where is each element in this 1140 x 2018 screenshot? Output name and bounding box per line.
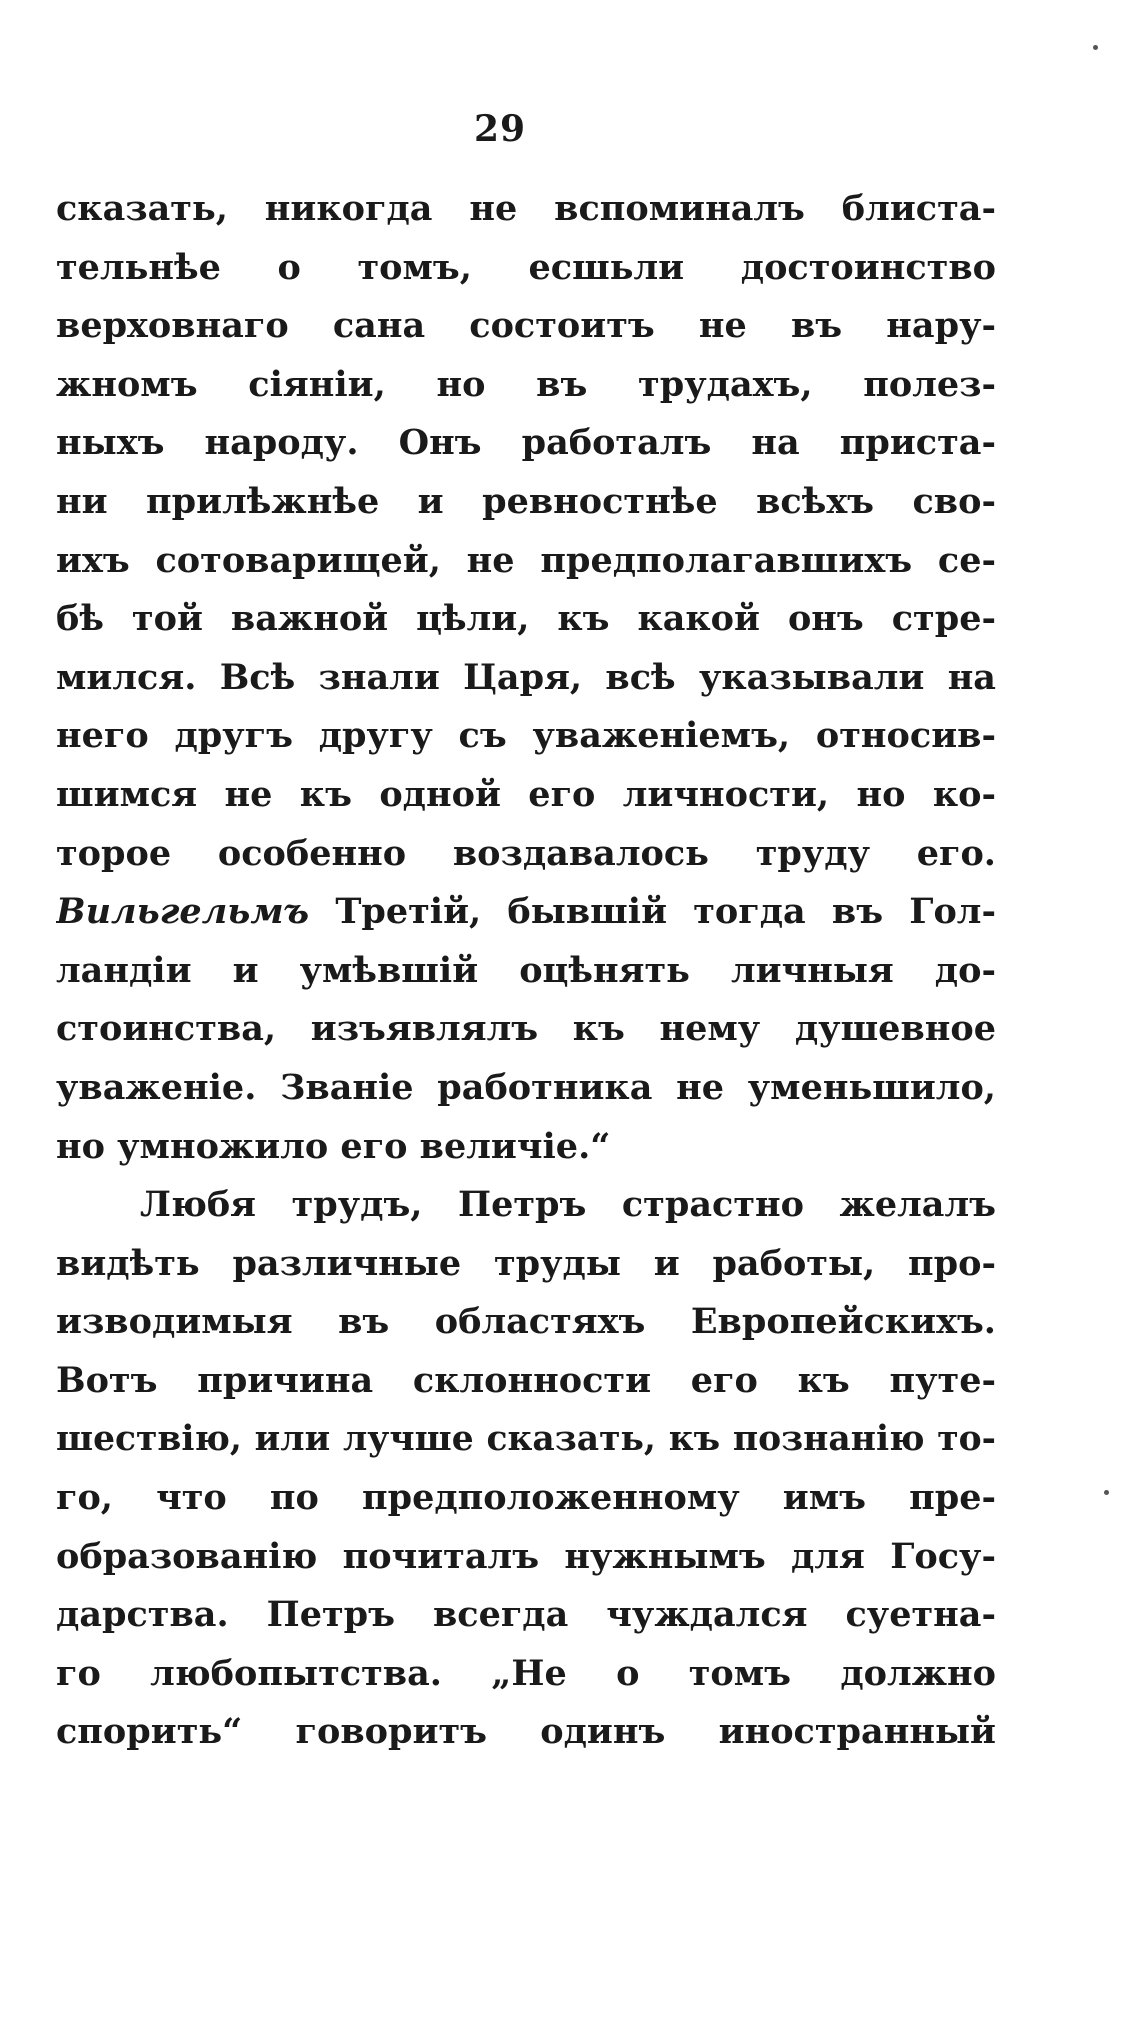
text-line: него другъ другу съ уваженіемъ, относив- — [56, 715, 996, 757]
text-line: го любопытства. „Не о томъ должно — [56, 1652, 996, 1694]
text-line: образованію почиталъ нужнымъ для Госу- — [56, 1535, 996, 1577]
italic-name: Вильгельмъ — [56, 891, 310, 933]
text-line-wilhelm — [56, 883, 996, 942]
text-line: видѣть различные труды и работы, про- — [56, 1242, 996, 1284]
page-number: 29 — [473, 108, 527, 150]
scan-speck — [1104, 1490, 1109, 1495]
text-line: тельнѣе о томъ, есшьли достоинство — [56, 246, 996, 288]
text-line: ландіи и умѣвшій оцѣнять личныя до- — [56, 949, 996, 991]
text-line: торое особенно воздавалось труду его. — [56, 832, 996, 874]
text-line: бѣ той важной цѣли, къ какой онъ стре- — [56, 598, 996, 640]
text-line: сказать, никогда не вспоминалъ блиста- — [56, 188, 996, 229]
text-line: но умножило его величіе.“ — [56, 1125, 611, 1167]
text-line: ныхъ народу. Онъ работалъ на приста- — [56, 422, 996, 464]
text-line: уваженіе. Званіе работника не уменьшило, — [56, 1066, 996, 1108]
text-line: спорить“ говоритъ одинъ иностранный — [56, 1711, 996, 1753]
text-line: мился. Всѣ знали Царя, всѣ указывали на — [56, 656, 996, 698]
text-line: шимся не къ одной его личности, но ко- — [56, 773, 996, 815]
text-line: жномъ сіяніи, но въ трудахъ, полез- — [56, 363, 996, 405]
text-fragment: Третій, бывшій тогда въ Гол- — [309, 891, 996, 933]
text-line: шествію, или лучше сказать, къ познанію то- — [56, 1419, 996, 1460]
scan-speck — [1093, 45, 1098, 50]
text-line: верховнаго сана состоитъ не въ нару- — [56, 305, 996, 347]
paragraph-first-line: Любя трудъ, Петръ страстно желалъ — [140, 1184, 996, 1226]
text-line: Вотъ причина склонности его къ путе- — [56, 1359, 996, 1401]
body-text — [56, 180, 996, 1762]
text-line: изводимыя въ областяхъ Европейскихъ. — [56, 1301, 996, 1343]
text-line: дарства. Петръ всегда чуждался суетна- — [56, 1594, 996, 1636]
text-line: го, что по предположенному имъ пре- — [56, 1477, 996, 1519]
text-line: ни прилѣжнѣе и ревностнѣе всѣхъ сво- — [56, 480, 996, 522]
text-line: стоинства, изъявлялъ къ нему душевное — [56, 1008, 996, 1050]
text-line: ихъ сотоварищей, не предполагавшихъ се- — [56, 539, 996, 581]
